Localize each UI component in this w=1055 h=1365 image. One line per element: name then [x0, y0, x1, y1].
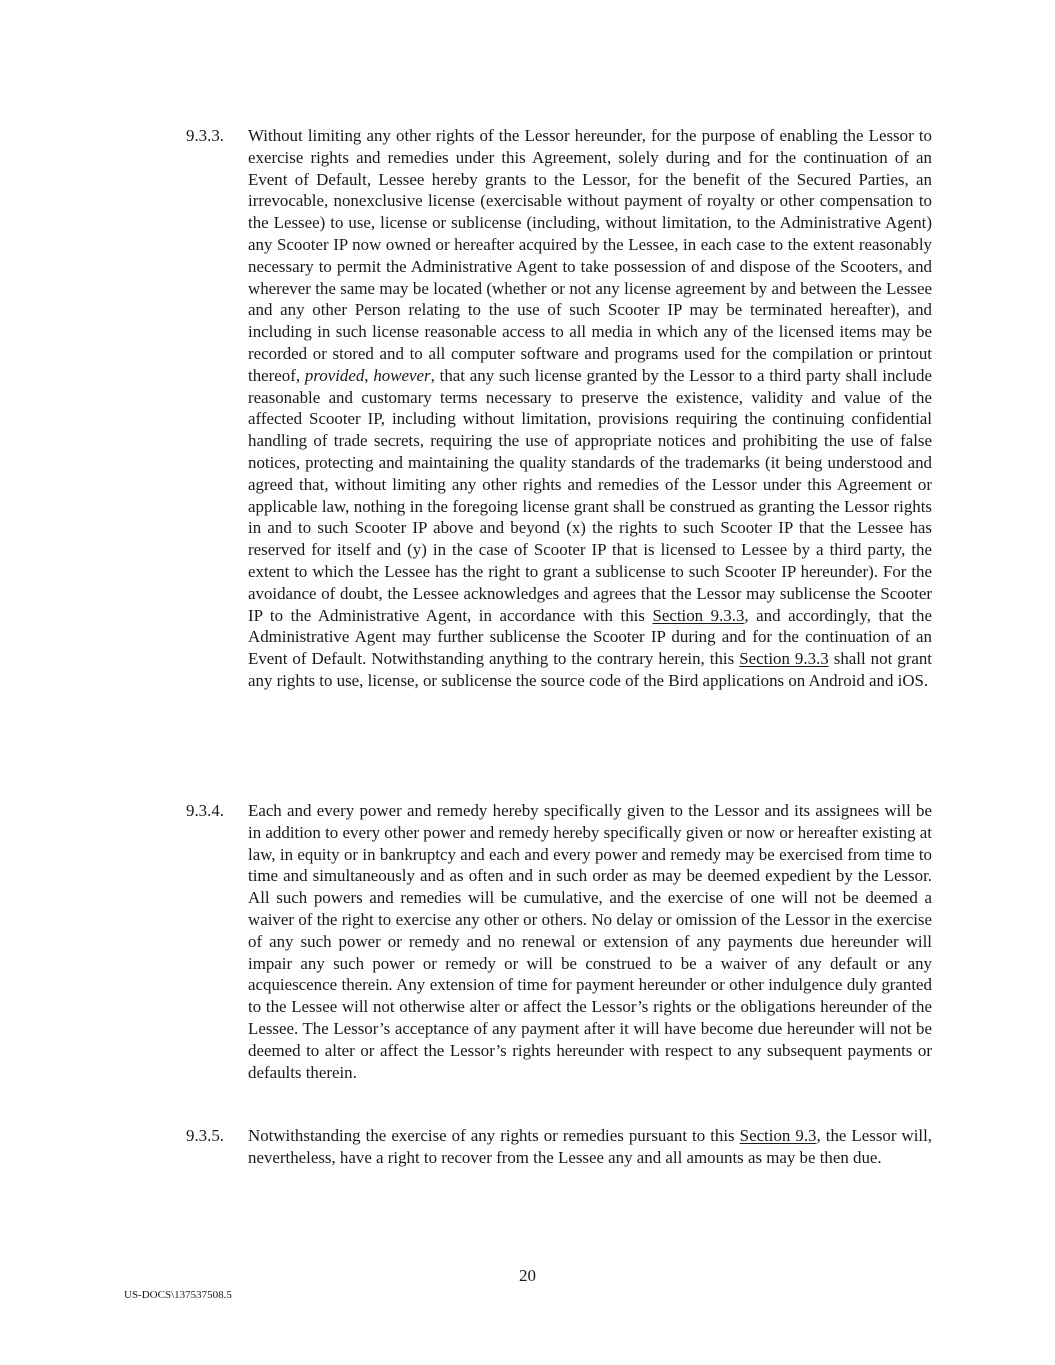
text-run: , [364, 365, 374, 385]
section-reference: Section 9.3 [739, 1126, 817, 1145]
text-run: Notwithstanding the exercise of any rights or remedies pursuant to this [248, 1126, 740, 1145]
document-id: US-DOCS\137537508.5 [124, 1289, 232, 1301]
text-run: , and accordingly, that the Administrative Agent may further sublicense the Scooter IP during and for the continuation of an Event of Default. Notwithstanding anything to the contrary herein, this [248, 605, 932, 669]
text-run: Without limiting any other rights of the Lessor hereunder, for the purpose of enabling the Lessor to exercise rights and remedies under this Agreement, solely during and for the continuation of an Event of Default, Lessee hereby grants to the Lessor, for the benefit of the Secured Parties, an irrevocable, nonexclusive license (exercisable without payment of royalty or other compensation to the Lessee) to use, license or sublicense (including, without limitation, to the Administrative Agent) any Scooter IP now owned or hereafter acquired by the Lessee, in each case to the extent reasonably necessary to permit the Administrative Agent to take possession of and dispose of the Scooters, and wherever the same may be located (whether or not any license agreement by and between the Lessee and any other Person relating to the use of such Scooter IP may be terminated hereafter), and including in such license reasonable access to all media in which any of the licensed items may be recorded or stored and to all computer software and programs used for the compilation or printout thereof, [248, 126, 932, 385]
section-text [248, 125, 932, 692]
section-number: 9.3.5. [186, 1126, 225, 1145]
text-run: Each and every power and remedy hereby specifically given to the Lessor and its assignees will be in addition to every other power and remedy hereby specifically given or now or hereafter existing at law, in equity or in bankruptcy and each and every power and remedy may be exercised from time to time and simultaneously and as often and in such order as may be deemed expedient by the Lessor. All such powers and remedies will be cumulative, and the exercise of one will not be deemed a waiver of the right to exercise any other or others. No delay or omission of the Lessor in the exercise of any such power or remedy and no renewal or extension of any payments due hereunder will impair any such power or remedy or will be construed to be a waiver of any default or any acquiescence therein. Any extension of time for payment hereunder or other indulgence duly granted to the Lessee will not otherwise alter or affect the Lessor’s rights or the obligations hereunder of the Lessee. The Lessor’s acceptance of any payment after it will have become due hereunder will not be deemed to alter or affect the Lessor’s rights hereunder with respect to any subsequent payments or defaults therein. [248, 801, 932, 1082]
section-number: 9.3.3. [186, 126, 225, 145]
section-number: 9.3.4. [186, 801, 225, 820]
section-9-3-5 [186, 1125, 932, 1169]
italic-term-however: however [373, 365, 431, 385]
text-run: , the Lessor will, nevertheless, have a right to recover from the Lessee any and all amounts as may be then due. [248, 1126, 933, 1167]
text-run: , that any such license granted by the Lessor to a third party shall include reasonable and customary terms necessary to preserve the existence, validity and value of the affected Scooter IP, including without limitation, provisions requiring the continuing confidential handling of trade secrets, requiring the use of appropriate notices and prohibiting the use of false notices, protecting and maintaining the quality standards of the trademarks (it being understood and agreed that, without limiting any other rights and remedies of the Lessor under this Agreement or applicable law, nothing in the foregoing license grant shall be construed as granting the Lessor rights in and to such Scooter IP above and beyond (x) the rights to such Scooter IP that the Lessee has reserved for itself and (y) in the case of Scooter IP that is licensed to Lessee by a third party, the extent to which the Lessee has the right to grant a sublicense to such Scooter IP hereunder). For the avoidance of doubt, the Lessee acknowledges and agrees that the Lessor may sublicense the Scooter IP to the Administrative Agent, in accordance with this [248, 365, 932, 625]
italic-term-provided: provided [304, 365, 365, 385]
section-9-3-3 [186, 125, 932, 692]
section-9-3-4 [186, 800, 932, 1083]
text-run: shall not grant any rights to use, license, or sublicense the source code of the Bird applications on Android and iOS. [248, 649, 933, 690]
section-reference: Section 9.3.3 [652, 605, 745, 625]
section-text [248, 1125, 932, 1169]
section-text [248, 800, 932, 1083]
page-number: 20 [519, 1266, 536, 1285]
section-reference: Section 9.3.3 [739, 649, 829, 669]
